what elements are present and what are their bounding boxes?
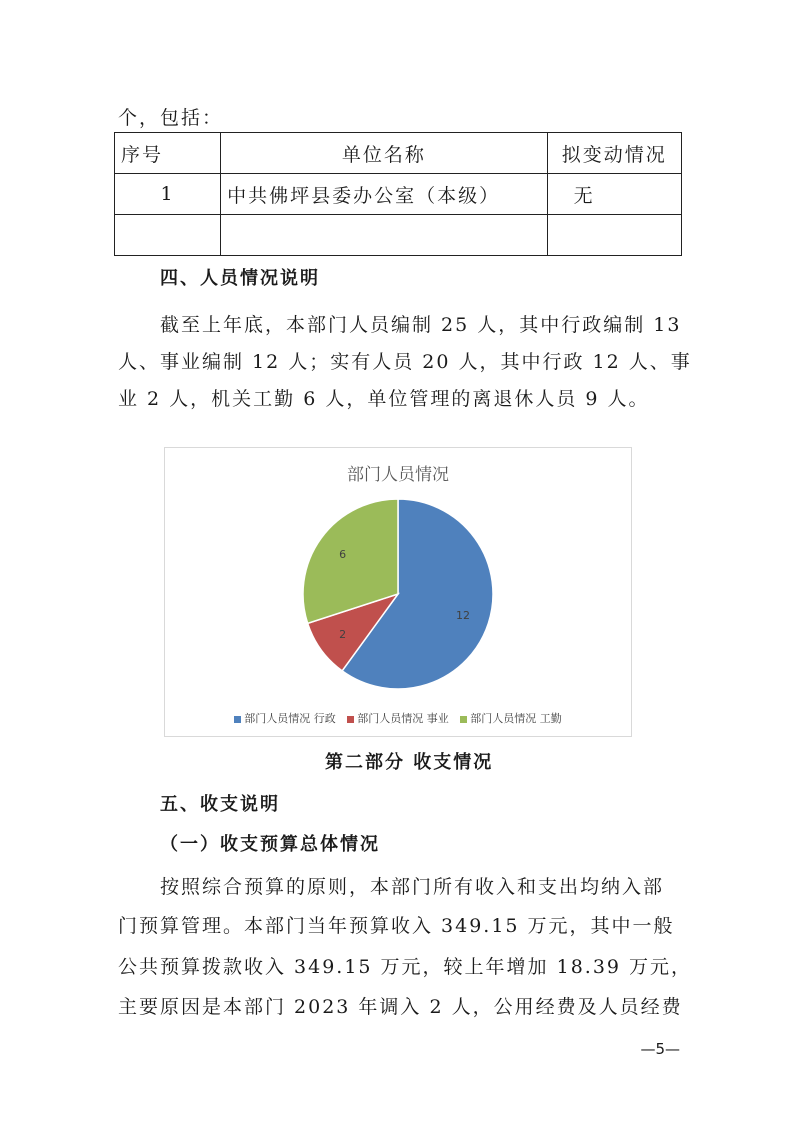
pie-chart <box>164 447 632 737</box>
table-header-cell: 单位名称 <box>221 133 547 174</box>
legend-swatch <box>460 716 467 723</box>
section4-para-line: 业 2 人，机关工勤 6 人，单位管理的离退休人员 9 人。 <box>118 388 650 410</box>
legend-label: 部门人员情况 行政 <box>244 712 336 725</box>
legend-item <box>460 712 562 725</box>
table-header-cell: 序号 <box>115 133 221 174</box>
section5-para-line: 门预算管理。本部门当年预算收入 349.15 万元，其中一般 <box>118 915 675 937</box>
table-row <box>115 215 682 256</box>
table-header-row <box>115 133 682 174</box>
section4-heading: 四、人员情况说明 <box>160 268 320 289</box>
table-cell: 1 <box>115 174 221 215</box>
chart-legend <box>165 710 631 726</box>
page-number: —5— <box>640 1040 680 1058</box>
section5-subheading: （一）收支预算总体情况 <box>160 834 380 855</box>
unit-table <box>114 132 682 256</box>
table-cell: 无 <box>547 174 681 215</box>
part2-title: 第二部分 收支情况 <box>325 752 494 773</box>
legend-swatch <box>234 716 241 723</box>
table-cell <box>115 215 221 256</box>
section5-para-line: 公共预算拨款收入 349.15 万元，较上年增加 18.39 万元， <box>118 956 693 978</box>
legend-item <box>234 712 336 725</box>
table-cell <box>221 215 547 256</box>
section5-para-line: 按照综合预算的原则，本部门所有收入和支出均纳入部 <box>160 876 665 898</box>
section5-heading: 五、收支说明 <box>160 794 280 815</box>
data-label: 2 <box>339 628 347 642</box>
table-row <box>115 174 682 215</box>
legend-swatch <box>347 716 354 723</box>
section4-para-line: 人、事业编制 12 人；实有人员 20 人，其中行政 12 人、事 <box>118 351 692 373</box>
section4-para-line: 截至上年底，本部门人员编制 25 人，其中行政编制 13 <box>160 314 682 336</box>
legend-item <box>347 712 449 725</box>
legend-label: 部门人员情况 工勤 <box>470 712 562 725</box>
section5-para-line: 主要原因是本部门 2023 年调入 2 人，公用经费及人员经费 <box>118 996 683 1018</box>
table-header-cell: 拟变动情况 <box>547 133 681 174</box>
table-cell: 中共佛坪县委办公室（本级） <box>221 174 547 215</box>
table-cell <box>547 215 681 256</box>
legend-label: 部门人员情况 事业 <box>357 712 449 725</box>
chart-title: 部门人员情况 <box>347 465 449 485</box>
data-label: 12 <box>456 609 471 623</box>
data-label: 6 <box>339 547 347 561</box>
pie-chart-svg <box>165 448 631 708</box>
intro-line: 个，包括： <box>118 107 224 129</box>
